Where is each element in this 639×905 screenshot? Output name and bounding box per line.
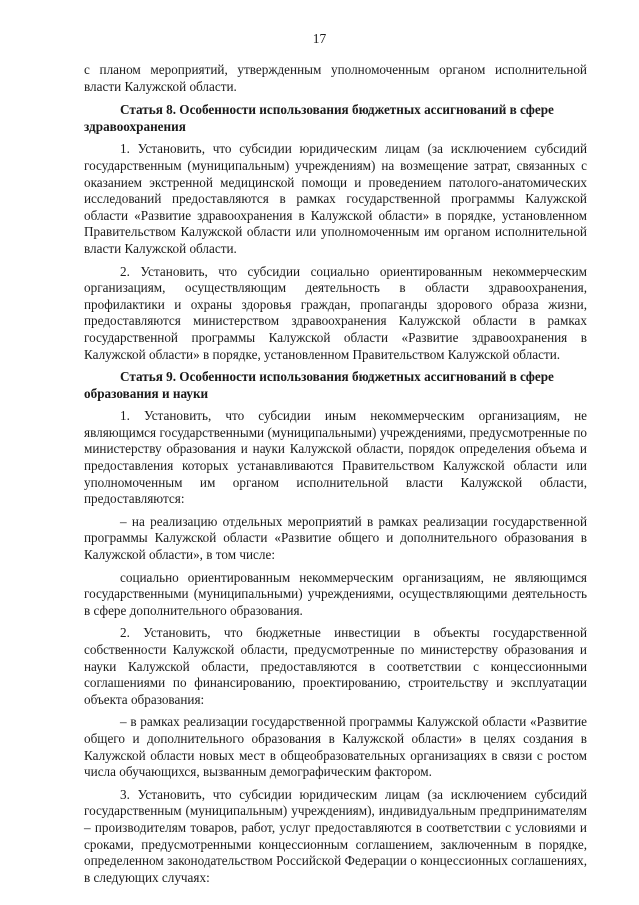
- article-9-clause-1-subitem: социально ориентированным некоммерческим организациям, не являющимся государственными (муниципальными) учреждениями, осуществляющими деятельность в сфере дополнительного образования.: [84, 569, 587, 618]
- document-body: [84, 62, 587, 886]
- article-9-clause-2: 2. Установить, что бюджетные инвестиции в объекты государственной собственности Калужской области, предусмотренные по министерству образования и науки Калужской области, предоставляются в соответствии с концессионными соглашениями по финансированию, проектированию, строительству и эксплуатации объекта образования:: [84, 625, 587, 707]
- article-9-clause-2-dash-item: – в рамках реализации государственной программы Калужской области «Развитие общего и дополнительного образования в Калужской области» в целях создания в Калужской области новых мест в общеобразовательных организациях в связи с ростом числа обучающихся, вызванным демографическим фактором.: [84, 714, 587, 780]
- page-number: 17: [312, 31, 327, 46]
- article-9-clause-1-dash-item: – на реализацию отдельных мероприятий в рамках реализации государственной программы Калужской области «Развитие общего и дополнительного образования в Калужской области», в том числе:: [84, 513, 587, 563]
- article-8-clause-1: 1. Установить, что субсидии юридическим лицам (за исключением субсидий государственным (муниципальным) учреждениям) на возмещение затрат, связанных с оказанием экстренной медицинской помощи и проведением патолого-анатомических исследований предоставляются в рамках государственной программы Калужской области «Развитие здравоохранения в Калужской области» в порядке, установленном Правительством Калужской области или уполномоченным им органом исполнительной власти Калужской области.: [84, 141, 587, 256]
- article-8-clause-2: 2. Установить, что субсидии социально ориентированным некоммерческим организациям, осуществляющим деятельность в области здравоохранения, профилактики и охраны здоровья граждан, пропаганды здорового образа жизни, предоставляются министерством здравоохранения Калужской области в рамках государственной программы Калужской области «Развитие здравоохранения в Калужской области» в порядке, установленном Правительством Калужской области.: [84, 263, 587, 362]
- article-9-clause-1: 1. Установить, что субсидии иным некоммерческим организациям, не являющимся государственными (муниципальными) учреждениями, предусмотренные по министерству образования и науки Калужской области, порядок определения объема и предоставления которых устанавливаются Правительством Калужской области или уполномоченным им органом исполнительной власти Калужской области, предоставляются:: [84, 408, 587, 507]
- article-8-heading: Статья 8. Особенности использования бюджетных ассигнований в сфере здравоохранения: [84, 102, 554, 134]
- article-9-clause-3: 3. Установить, что субсидии юридическим лицам (за исключением субсидий государственным (муниципальным) учреждениям), индивидуальным предпринимателям – производителям товаров, работ, услуг предоставляются в соответствии с условиями и сроками, предусмотренными концессионным соглашением, заключенным в порядке, определенном законодательством Российской Федерации о концессионных соглашениях, в следующих случаях:: [84, 786, 587, 885]
- paragraph-continuation: с планом мероприятий, утвержденным уполномоченным органом исполнительной власти Калужской области.: [84, 62, 587, 94]
- article-9-heading: Статья 9. Особенности использования бюджетных ассигнований в сфере образования и науки: [84, 369, 554, 401]
